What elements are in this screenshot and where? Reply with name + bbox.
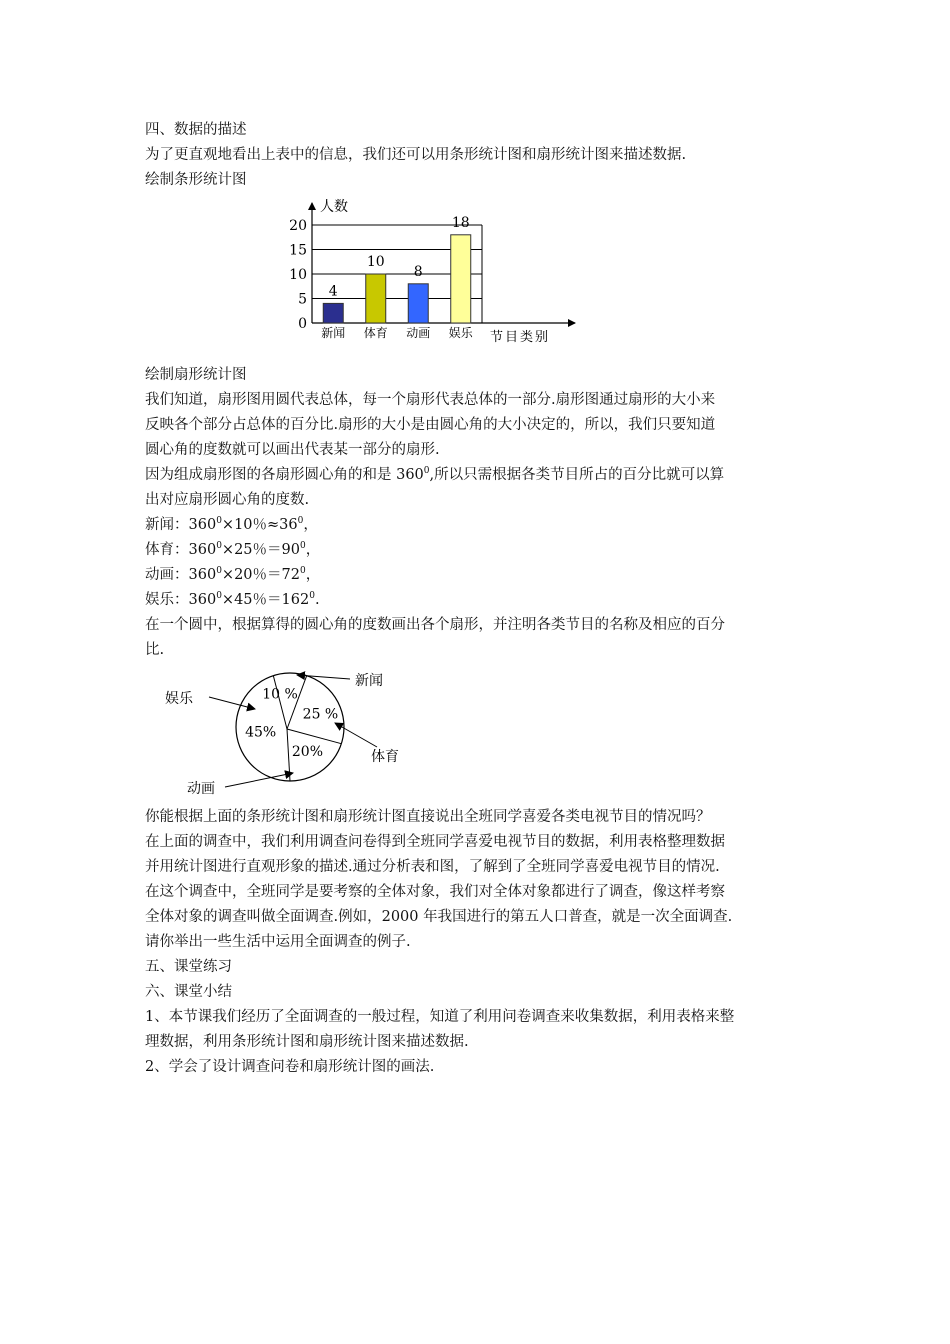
- superscript: 0: [299, 566, 306, 577]
- text: ×25％＝90: [221, 542, 300, 558]
- paragraph: 圆心角的度数就可以画出代表某一部分的扇形.: [145, 442, 440, 458]
- paragraph: 并用统计图进行直观形象的描述.通过分析表和图，了解到了全班同学喜爱电视节目的情况.: [145, 859, 720, 875]
- paragraph: 全体对象的调查叫做全面调查.例如，2000 年我国进行的第五人口普查，就是一次全面调查.: [145, 909, 733, 925]
- superscript: 0: [423, 466, 430, 477]
- section-heading: 绘制扇形统计图: [145, 367, 247, 383]
- paragraph: 我们知道，扇形图用圆代表总体，每一个扇形代表总体的一部分.扇形图通过扇形的大小来: [145, 392, 716, 408]
- text: ×10％≈36: [221, 517, 298, 533]
- calc-line: [145, 563, 815, 588]
- paragraph: [145, 463, 815, 488]
- pie-slice-label: 10 %: [262, 686, 298, 703]
- calc-line: [145, 513, 815, 538]
- pie-category-name: 动画: [187, 781, 215, 797]
- text: 新闻：360: [145, 517, 217, 533]
- section-heading: 六、课堂小结: [145, 984, 232, 1000]
- paragraph: 出对应扇形圆心角的度数.: [145, 492, 310, 508]
- text: ×20％＝72: [221, 567, 300, 583]
- text: 动画：360: [145, 567, 217, 583]
- document-page: [145, 118, 815, 1080]
- text: 娱乐：360: [145, 592, 217, 608]
- paragraph: 理数据，利用条形统计图和扇形统计图来描述数据.: [145, 1034, 469, 1050]
- superscript: 0: [216, 566, 222, 577]
- paragraph: 反映各个部分占总体的百分比.扇形的大小是由圆心角的大小决定的，所以，我们只要知道: [145, 417, 716, 433]
- bar: [408, 284, 428, 323]
- bar-data-label: 8: [413, 263, 423, 280]
- text: 体育：360: [145, 542, 217, 558]
- bar-chart: [285, 197, 745, 347]
- pie-category-name: 娱乐: [165, 691, 193, 707]
- superscript: 0: [216, 591, 222, 602]
- paragraph: 1、本节课我们经历了全面调查的一般过程，知道了利用问卷调查来收集数据，利用表格来整: [145, 1009, 735, 1025]
- calc-line: [145, 588, 815, 613]
- paragraph: 比.: [145, 642, 165, 658]
- pie-slice-label: 45%: [245, 724, 277, 741]
- x-axis-label: 节目类别: [490, 330, 551, 345]
- superscript: 0: [297, 516, 304, 527]
- section-heading: 四、数据的描述: [145, 122, 247, 138]
- paragraph: 在一个圆中，根据算得的圆心角的度数画出各个扇形，并注明各类节目的名称及相应的百分: [145, 617, 725, 633]
- pie-slice-label: 25 %: [302, 706, 339, 723]
- bar-data-label: 10: [366, 254, 385, 270]
- text: .: [314, 592, 320, 608]
- superscript: 0: [309, 591, 315, 602]
- paragraph: 你能根据上面的条形统计图和扇形统计图直接说出全班同学喜爱各类电视节目的情况吗？: [145, 809, 711, 825]
- x-tick-label: 体育: [363, 326, 388, 340]
- x-tick-label: 娱乐: [448, 326, 473, 340]
- section-heading: 五、课堂练习: [145, 959, 232, 975]
- superscript: 0: [216, 516, 222, 527]
- superscript: 0: [216, 541, 222, 552]
- pie-category-name: 体育: [371, 749, 399, 765]
- text: ,所以只需根据各类节目所占的百分比就可以算: [429, 467, 725, 483]
- pie-slice-label: 20%: [291, 744, 324, 761]
- y-tick-label: 15: [289, 242, 307, 259]
- text: ，: [303, 517, 318, 533]
- calc-line: [145, 538, 815, 563]
- paragraph: 在上面的调查中，我们利用调查问卷得到全班同学喜爱电视节目的数据，利用表格整理数据: [145, 834, 725, 850]
- bar: [366, 274, 386, 323]
- text: ×45％＝162: [221, 592, 310, 608]
- x-tick-label: 新闻: [321, 326, 346, 340]
- paragraph: 在这个调查中，全班同学是要考察的全体对象，我们对全体对象都进行了调查，像这样考察: [145, 884, 725, 900]
- bar-data-label: 18: [451, 214, 470, 231]
- pie-category-name: 新闻: [355, 673, 383, 689]
- y-tick-label: 5: [298, 291, 307, 308]
- text: ，: [305, 542, 321, 558]
- pie-chart: [145, 669, 465, 799]
- y-tick-label: 20: [289, 218, 307, 234]
- paragraph: 请你举出一些生活中运用全面调查的例子.: [145, 934, 411, 950]
- superscript: 0: [299, 541, 306, 552]
- y-tick-label: 0: [298, 316, 307, 332]
- bar-data-label: 4: [328, 283, 338, 300]
- x-tick-label: 动画: [406, 326, 431, 340]
- bar: [451, 235, 471, 323]
- paragraph: 2、学会了设计调查问卷和扇形统计图的画法.: [145, 1059, 435, 1075]
- text: 因为组成扇形图的各扇形圆心角的和是 360: [145, 467, 424, 483]
- bar: [323, 303, 343, 323]
- paragraph: 为了更直观地看出上表中的信息，我们还可以用条形统计图和扇形统计图来描述数据.: [145, 147, 687, 163]
- y-tick-label: 10: [289, 267, 307, 283]
- text: ，: [305, 567, 321, 583]
- section-heading: 绘制条形统计图: [145, 172, 247, 188]
- y-axis-label: 人数: [320, 199, 348, 215]
